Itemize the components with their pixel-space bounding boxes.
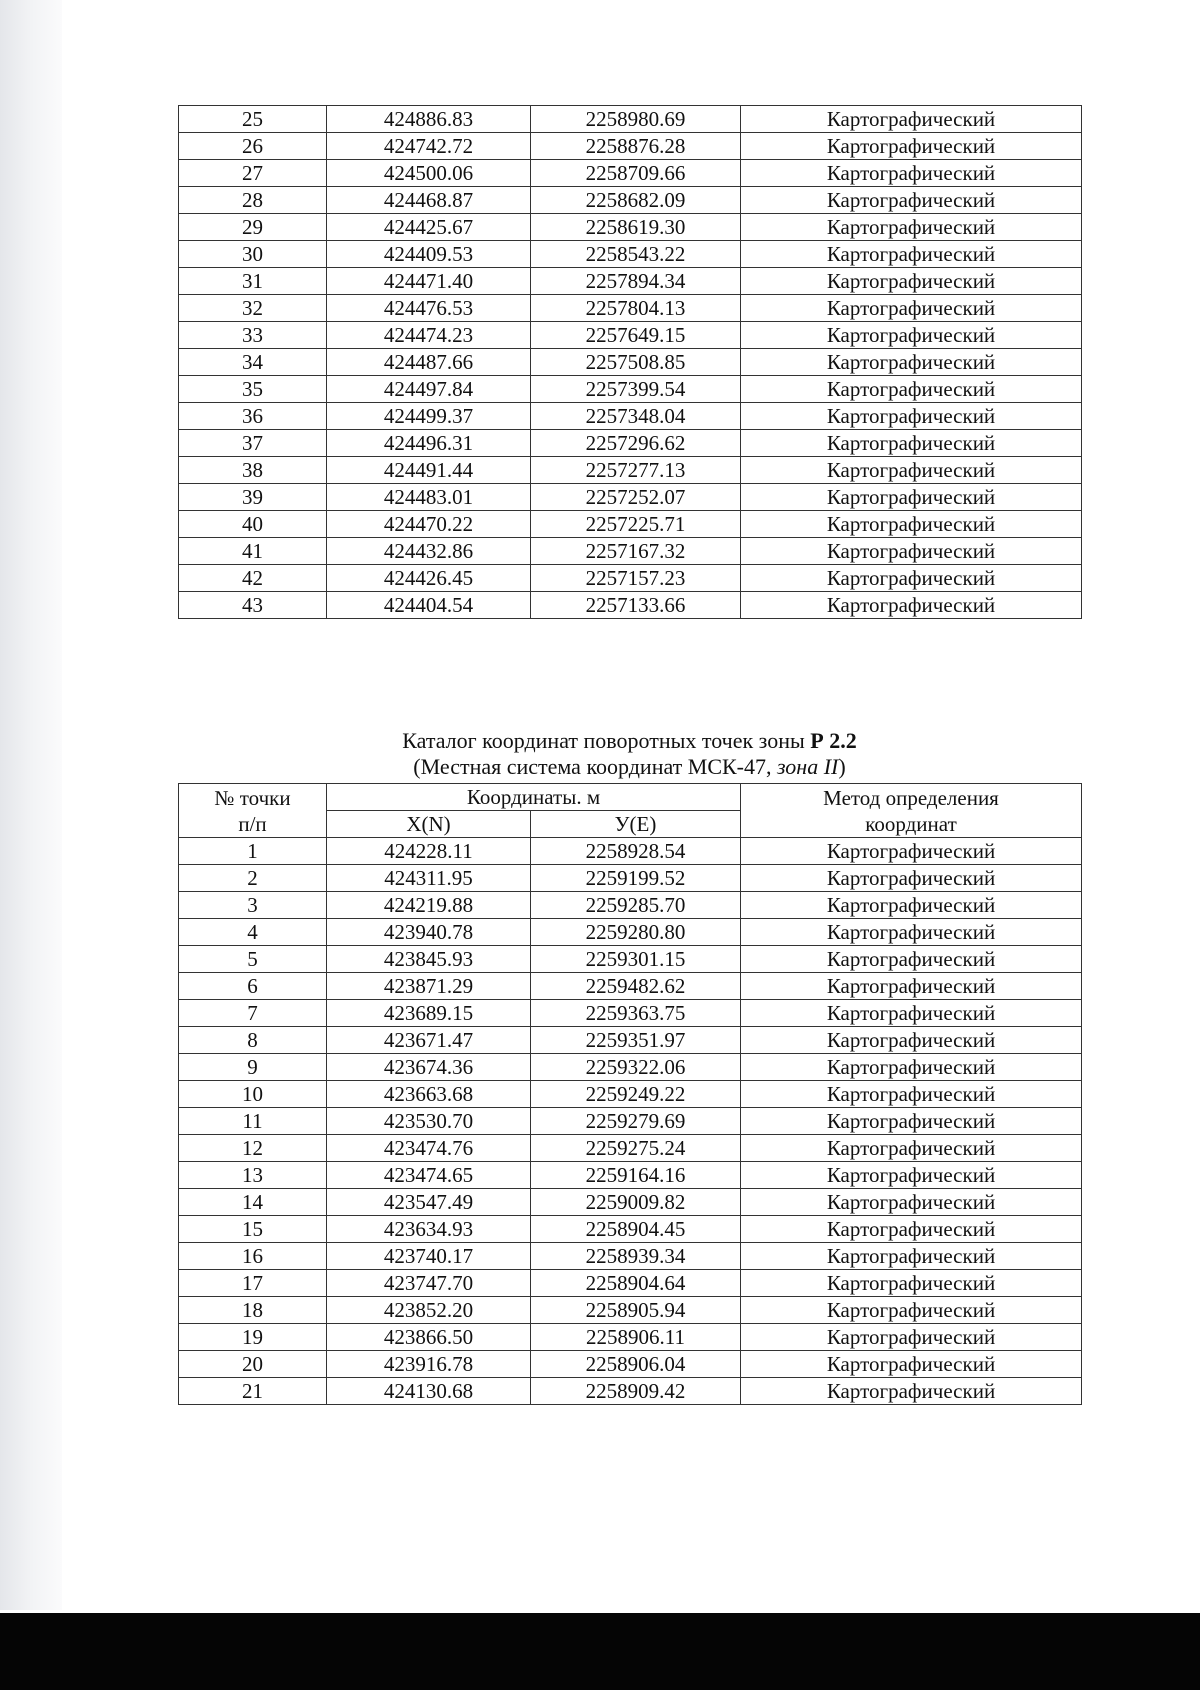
point-number-cell: 36 [179, 403, 327, 430]
y-coordinate-cell: 2258980.69 [531, 106, 741, 133]
point-number-cell: 43 [179, 592, 327, 619]
point-number-cell: 21 [179, 1378, 327, 1405]
y-coordinate-cell: 2259482.62 [531, 973, 741, 1000]
y-coordinate-cell: 2257894.34 [531, 268, 741, 295]
table-row [179, 1351, 1082, 1378]
method-cell: Картографический [741, 1270, 1082, 1297]
table-row [179, 133, 1082, 160]
point-number-cell: 13 [179, 1162, 327, 1189]
method-cell: Картографический [741, 1189, 1082, 1216]
y-coordinate-cell: 2259351.97 [531, 1027, 741, 1054]
point-number-cell: 30 [179, 241, 327, 268]
x-coordinate-cell: 423474.76 [327, 1135, 531, 1162]
table-row [179, 1135, 1082, 1162]
x-coordinate-cell: 424886.83 [327, 106, 531, 133]
x-coordinate-cell: 423530.70 [327, 1108, 531, 1135]
y-coordinate-cell: 2258906.11 [531, 1324, 741, 1351]
method-cell: Картографический [741, 1351, 1082, 1378]
point-number-cell: 11 [179, 1108, 327, 1135]
table-row [179, 160, 1082, 187]
y-coordinate-cell: 2258939.34 [531, 1243, 741, 1270]
x-coordinate-cell: 423845.93 [327, 946, 531, 973]
y-coordinate-cell: 2258909.42 [531, 1378, 741, 1405]
x-coordinate-cell: 424409.53 [327, 241, 531, 268]
table-row [179, 1324, 1082, 1351]
point-number-cell: 31 [179, 268, 327, 295]
table-row [179, 865, 1082, 892]
caption-line-1: Каталог координат поворотных точек зоны Р 2.2 [402, 728, 857, 753]
method-cell: Картографический [741, 187, 1082, 214]
x-coordinate-cell: 424219.88 [327, 892, 531, 919]
x-coordinate-cell: 424311.95 [327, 865, 531, 892]
table-row [179, 1081, 1082, 1108]
table-row [179, 322, 1082, 349]
y-coordinate-cell: 2259363.75 [531, 1000, 741, 1027]
point-number-cell: 26 [179, 133, 327, 160]
point-number-cell: 40 [179, 511, 327, 538]
x-coordinate-cell: 423674.36 [327, 1054, 531, 1081]
x-coordinate-cell: 424487.66 [327, 349, 531, 376]
x-coordinate-cell: 423866.50 [327, 1324, 531, 1351]
point-number-cell: 38 [179, 457, 327, 484]
zone-code: Р 2.2 [810, 728, 857, 753]
table-row [179, 838, 1082, 865]
table2-header [179, 784, 1082, 838]
table-row [179, 1162, 1082, 1189]
point-number-cell: 25 [179, 106, 327, 133]
method-cell: Картографический [741, 592, 1082, 619]
method-cell: Картографический [741, 133, 1082, 160]
point-number-cell: 42 [179, 565, 327, 592]
method-cell: Картографический [741, 565, 1082, 592]
x-coordinate-cell: 424497.84 [327, 376, 531, 403]
method-cell: Картографический [741, 1000, 1082, 1027]
method-cell: Картографический [741, 457, 1082, 484]
x-coordinate-cell: 423474.65 [327, 1162, 531, 1189]
table-row [179, 511, 1082, 538]
point-number-cell: 35 [179, 376, 327, 403]
method-cell: Картографический [741, 1216, 1082, 1243]
point-number-cell: 28 [179, 187, 327, 214]
table-row [179, 376, 1082, 403]
zone-number: зона II [777, 754, 839, 779]
x-coordinate-cell: 424491.44 [327, 457, 531, 484]
table-row [179, 538, 1082, 565]
y-coordinate-cell: 2258876.28 [531, 133, 741, 160]
table-row [179, 268, 1082, 295]
y-coordinate-cell: 2257508.85 [531, 349, 741, 376]
table-caption [178, 728, 1081, 780]
table-row [179, 1000, 1082, 1027]
point-number-cell: 29 [179, 214, 327, 241]
y-coordinate-cell: 2258543.22 [531, 241, 741, 268]
header-method: Метод определения координат [741, 784, 1082, 838]
point-number-cell: 8 [179, 1027, 327, 1054]
y-coordinate-cell: 2259322.06 [531, 1054, 741, 1081]
x-coordinate-cell: 424500.06 [327, 160, 531, 187]
x-coordinate-cell: 423634.93 [327, 1216, 531, 1243]
table-row [179, 214, 1082, 241]
header-point-number: № точки п/п [179, 784, 327, 838]
point-number-cell: 20 [179, 1351, 327, 1378]
x-coordinate-cell: 424425.67 [327, 214, 531, 241]
method-cell: Картографический [741, 241, 1082, 268]
point-number-cell: 33 [179, 322, 327, 349]
point-number-cell: 3 [179, 892, 327, 919]
table-row [179, 295, 1082, 322]
table-row [179, 892, 1082, 919]
method-cell: Картографический [741, 892, 1082, 919]
method-cell: Картографический [741, 214, 1082, 241]
table-row [179, 1189, 1082, 1216]
point-number-cell: 34 [179, 349, 327, 376]
y-coordinate-cell: 2258709.66 [531, 160, 741, 187]
table-row [179, 349, 1082, 376]
table-row [179, 403, 1082, 430]
method-cell: Картографический [741, 1324, 1082, 1351]
table2-body [179, 838, 1082, 1405]
method-cell: Картографический [741, 1243, 1082, 1270]
x-coordinate-cell: 423740.17 [327, 1243, 531, 1270]
x-coordinate-cell: 423671.47 [327, 1027, 531, 1054]
y-coordinate-cell: 2257296.62 [531, 430, 741, 457]
x-coordinate-cell: 424404.54 [327, 592, 531, 619]
point-number-cell: 17 [179, 1270, 327, 1297]
y-coordinate-cell: 2258904.45 [531, 1216, 741, 1243]
y-coordinate-cell: 2258619.30 [531, 214, 741, 241]
x-coordinate-cell: 424471.40 [327, 268, 531, 295]
scan-left-edge [0, 0, 62, 1610]
table-row [179, 1216, 1082, 1243]
method-cell: Картографический [741, 403, 1082, 430]
y-coordinate-cell: 2257348.04 [531, 403, 741, 430]
y-coordinate-cell: 2257277.13 [531, 457, 741, 484]
method-cell: Картографический [741, 160, 1082, 187]
method-cell: Картографический [741, 1297, 1082, 1324]
method-cell: Картографический [741, 919, 1082, 946]
method-cell: Картографический [741, 295, 1082, 322]
coordinates-table-continued [178, 105, 1082, 619]
y-coordinate-cell: 2257225.71 [531, 511, 741, 538]
y-coordinate-cell: 2259249.22 [531, 1081, 741, 1108]
point-number-cell: 2 [179, 865, 327, 892]
point-number-cell: 7 [179, 1000, 327, 1027]
x-coordinate-cell: 424476.53 [327, 295, 531, 322]
caption-line-2: (Местная система координат МСК-47, зона II) [413, 754, 846, 779]
table-row [179, 1243, 1082, 1270]
table-row [179, 1270, 1082, 1297]
point-number-cell: 15 [179, 1216, 327, 1243]
point-number-cell: 41 [179, 538, 327, 565]
point-number-cell: 6 [179, 973, 327, 1000]
table-row [179, 973, 1082, 1000]
y-coordinate-cell: 2258906.04 [531, 1351, 741, 1378]
point-number-cell: 10 [179, 1081, 327, 1108]
method-cell: Картографический [741, 1135, 1082, 1162]
table-row [179, 1054, 1082, 1081]
table-row [179, 565, 1082, 592]
point-number-cell: 32 [179, 295, 327, 322]
table-row [179, 484, 1082, 511]
method-cell: Картографический [741, 973, 1082, 1000]
table1-body [179, 106, 1082, 619]
x-coordinate-cell: 424228.11 [327, 838, 531, 865]
point-number-cell: 14 [179, 1189, 327, 1216]
x-coordinate-cell: 424742.72 [327, 133, 531, 160]
y-coordinate-cell: 2259275.24 [531, 1135, 741, 1162]
y-coordinate-cell: 2257133.66 [531, 592, 741, 619]
method-cell: Картографический [741, 1027, 1082, 1054]
table-row [179, 457, 1082, 484]
y-coordinate-cell: 2259009.82 [531, 1189, 741, 1216]
x-coordinate-cell: 424496.31 [327, 430, 531, 457]
x-coordinate-cell: 424130.68 [327, 1378, 531, 1405]
y-coordinate-cell: 2259285.70 [531, 892, 741, 919]
y-coordinate-cell: 2257649.15 [531, 322, 741, 349]
scan-bottom-border [0, 1613, 1200, 1690]
x-coordinate-cell: 424470.22 [327, 511, 531, 538]
table-row [179, 1108, 1082, 1135]
table-row [179, 1027, 1082, 1054]
table-row [179, 241, 1082, 268]
point-number-cell: 39 [179, 484, 327, 511]
y-coordinate-cell: 2257804.13 [531, 295, 741, 322]
y-coordinate-cell: 2258905.94 [531, 1297, 741, 1324]
table-row [179, 1297, 1082, 1324]
x-coordinate-cell: 424483.01 [327, 484, 531, 511]
method-cell: Картографический [741, 511, 1082, 538]
point-number-cell: 5 [179, 946, 327, 973]
method-cell: Картографический [741, 865, 1082, 892]
table-row [179, 592, 1082, 619]
method-cell: Картографический [741, 946, 1082, 973]
method-cell: Картографический [741, 106, 1082, 133]
y-coordinate-cell: 2259279.69 [531, 1108, 741, 1135]
header-x: X(N) [327, 811, 531, 838]
method-cell: Картографический [741, 430, 1082, 457]
point-number-cell: 37 [179, 430, 327, 457]
method-cell: Картографический [741, 1378, 1082, 1405]
x-coordinate-cell: 423916.78 [327, 1351, 531, 1378]
y-coordinate-cell: 2258928.54 [531, 838, 741, 865]
method-cell: Картографический [741, 484, 1082, 511]
table-row [179, 187, 1082, 214]
method-cell: Картографический [741, 322, 1082, 349]
x-coordinate-cell: 423547.49 [327, 1189, 531, 1216]
x-coordinate-cell: 424474.23 [327, 322, 531, 349]
table-row [179, 946, 1082, 973]
point-number-cell: 1 [179, 838, 327, 865]
y-coordinate-cell: 2259280.80 [531, 919, 741, 946]
y-coordinate-cell: 2257399.54 [531, 376, 741, 403]
x-coordinate-cell: 424426.45 [327, 565, 531, 592]
x-coordinate-cell: 423663.68 [327, 1081, 531, 1108]
x-coordinate-cell: 423689.15 [327, 1000, 531, 1027]
y-coordinate-cell: 2259199.52 [531, 865, 741, 892]
point-number-cell: 4 [179, 919, 327, 946]
y-coordinate-cell: 2258682.09 [531, 187, 741, 214]
point-number-cell: 9 [179, 1054, 327, 1081]
method-cell: Картографический [741, 838, 1082, 865]
y-coordinate-cell: 2257157.23 [531, 565, 741, 592]
x-coordinate-cell: 424468.87 [327, 187, 531, 214]
x-coordinate-cell: 423871.29 [327, 973, 531, 1000]
y-coordinate-cell: 2257167.32 [531, 538, 741, 565]
point-number-cell: 18 [179, 1297, 327, 1324]
point-number-cell: 16 [179, 1243, 327, 1270]
table-row [179, 919, 1082, 946]
y-coordinate-cell: 2257252.07 [531, 484, 741, 511]
point-number-cell: 12 [179, 1135, 327, 1162]
y-coordinate-cell: 2259164.16 [531, 1162, 741, 1189]
method-cell: Картографический [741, 1108, 1082, 1135]
method-cell: Картографический [741, 538, 1082, 565]
coordinates-table-zone-p22 [178, 783, 1082, 1405]
table-row [179, 1378, 1082, 1405]
x-coordinate-cell: 423747.70 [327, 1270, 531, 1297]
table-row [179, 106, 1082, 133]
x-coordinate-cell: 424499.37 [327, 403, 531, 430]
method-cell: Картографический [741, 376, 1082, 403]
point-number-cell: 27 [179, 160, 327, 187]
method-cell: Картографический [741, 349, 1082, 376]
header-y: У(E) [531, 811, 741, 838]
y-coordinate-cell: 2259301.15 [531, 946, 741, 973]
header-coordinates: Координаты. м [327, 784, 741, 811]
method-cell: Картографический [741, 1054, 1082, 1081]
y-coordinate-cell: 2258904.64 [531, 1270, 741, 1297]
method-cell: Картографический [741, 268, 1082, 295]
x-coordinate-cell: 423940.78 [327, 919, 531, 946]
method-cell: Картографический [741, 1162, 1082, 1189]
method-cell: Картографический [741, 1081, 1082, 1108]
x-coordinate-cell: 423852.20 [327, 1297, 531, 1324]
x-coordinate-cell: 424432.86 [327, 538, 531, 565]
table-row [179, 430, 1082, 457]
point-number-cell: 19 [179, 1324, 327, 1351]
